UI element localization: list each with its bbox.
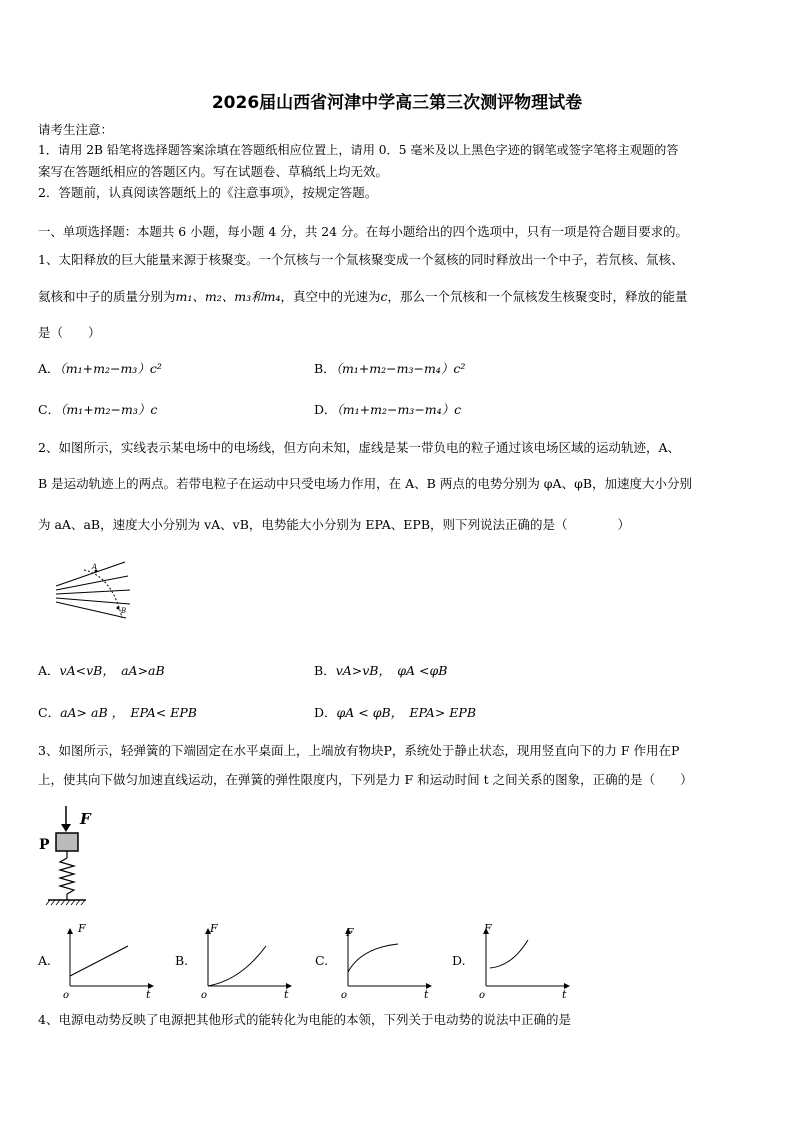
origin-label: o	[479, 990, 486, 1000]
q2-option-b[interactable]	[314, 661, 447, 679]
y-label: F	[78, 922, 86, 935]
field-line	[56, 602, 126, 618]
x-label: t	[284, 988, 289, 1000]
option-label: A．	[38, 361, 60, 376]
block-label: P	[39, 837, 50, 853]
point-b-label: B	[121, 607, 127, 615]
field-line	[56, 590, 130, 594]
q1-light-speed: c	[380, 289, 388, 304]
q1-line-1: 1、太阳释放的巨大能量来源于核聚变。一个氘核与一个氚核聚变成一个氦核的同时释放出一个中子，若氘核、氚核、	[38, 252, 684, 267]
option-label: A．	[38, 663, 60, 678]
q2-line-2: B 是运动轨迹上的两点。若带电粒子在运动中只受电场力作用，在 A、B 两点的电势分别为 φA、φB，加速度大小分别	[38, 476, 693, 491]
y-label: F	[210, 922, 218, 935]
notice-header: 请考生注意：	[38, 122, 114, 137]
trajectory-path	[84, 570, 122, 618]
option-text: aA> aB ， EPA< EPB	[60, 705, 197, 720]
q4-line-1: 4、电源电动势反映了电源把其他形式的能转化为电能的本领，下列关于电动势的说法中正确的是	[38, 1012, 571, 1027]
option-text: （m₁+m₂−m₃）c	[60, 402, 158, 417]
block-p	[56, 833, 78, 851]
y-label: F	[346, 926, 354, 939]
notice-item-1-line-1: 1．请用 2B 铅笔将选择题答案涂填在答题纸相应位置上，请用 0．5 毫米及以上黑色字迹的钢笔或签字笔将主观题的答	[38, 143, 679, 157]
q3-line-1: 3、如图所示，轻弹簧的下端固定在水平桌面上，上端放有物块P，系统处于静止状态，现用竖直向下的力 F 作用在P	[38, 743, 680, 758]
q3-graph-a[interactable]	[58, 920, 158, 1000]
force-label: F	[80, 810, 91, 828]
q1-text: ，那么一个氘核和一个氚核发生核聚变时，释放的能量	[387, 289, 688, 304]
spring-block-figure	[36, 804, 106, 910]
q1-option-a[interactable]	[38, 359, 162, 377]
notice-item-2: 2．答题前，认真阅读答题纸上的《注意事项》，按规定答题。	[38, 185, 378, 200]
option-label: C．	[38, 402, 61, 417]
option-label: D．	[314, 402, 337, 417]
q3-graph-b[interactable]	[196, 920, 296, 1000]
q3-line-2: 上，使其向下做匀加速直线运动，在弹簧的弹性限度内，下列是力 F 和运动时间 t 之间关系的图象，正确的是（ ）	[38, 772, 693, 787]
q1-mass-symbols: m₁、m₂、m₃和m₄	[175, 289, 281, 304]
y-arrow-icon	[67, 928, 73, 934]
y-label: F	[484, 922, 492, 935]
q1-text: ，真空中的光速为	[280, 289, 381, 304]
q2-line-3: 为 aA、aB，速度大小分别为 vA、vB，电势能大小分别为 EPA、EPB，则下列说法正确的是（ ）	[38, 517, 631, 532]
q3-option-a-label[interactable]: A.	[38, 953, 52, 968]
option-text: vA>vB， φA <φB	[335, 663, 448, 678]
q2-option-c[interactable]	[38, 703, 197, 721]
origin-label: o	[341, 990, 348, 1000]
x-label: t	[424, 988, 429, 1000]
q1-option-d[interactable]	[314, 400, 461, 418]
option-text: （m₁+m₂−m₃）c²	[59, 361, 162, 376]
q2-option-a[interactable]	[38, 661, 165, 679]
x-label: t	[146, 988, 151, 1000]
option-text: vA<vB， aA>aB	[59, 663, 165, 678]
point-a-label: A	[92, 563, 98, 571]
option-label: B．	[314, 361, 336, 376]
q1-option-c[interactable]	[38, 400, 157, 418]
q3-option-c-label[interactable]: C.	[315, 953, 329, 968]
field-line	[56, 562, 125, 586]
q2-option-d[interactable]	[314, 703, 476, 721]
q1-option-b[interactable]	[314, 359, 465, 377]
option-text: φA < φB， EPA> EPB	[336, 705, 477, 720]
q1-text: 氦核和中子的质量分别为	[38, 289, 176, 304]
notice-item-1-line-2: 案写在答题纸相应的答题区内。写在试题卷、草稿纸上均无效。	[38, 164, 389, 179]
arrow-head-icon	[61, 824, 71, 832]
graph-curve	[490, 940, 528, 968]
option-label: D．	[314, 705, 337, 720]
q1-line-3: 是（ ）	[38, 325, 101, 340]
q2-line-1: 2、如图所示，实线表示某电场中的电场线，但方向未知，虚线是某一带负电的粒子通过该电场区域的运动轨迹，A、	[38, 440, 680, 455]
option-label: C．	[38, 705, 61, 720]
electric-field-figure	[50, 556, 140, 626]
origin-label: o	[63, 990, 70, 1000]
option-text: （m₁+m₂−m₃−m₄）c	[336, 402, 462, 417]
q3-graph-d[interactable]	[474, 920, 574, 1000]
graph-curve	[70, 946, 128, 976]
origin-label: o	[201, 990, 208, 1000]
option-label: B．	[314, 663, 336, 678]
q3-graph-c[interactable]	[336, 920, 436, 1000]
option-text: （m₁+m₂−m₃−m₄）c²	[335, 361, 466, 376]
q1-line-2	[38, 287, 688, 305]
field-line	[56, 576, 128, 590]
q3-option-d-label[interactable]: D.	[452, 953, 466, 968]
section-heading: 一、单项选择题：本题共 6 小题，每小题 4 分，共 24 分。在每小题给出的四个选项中，只有一项是符合题目要求的。	[38, 224, 688, 239]
q3-option-b-label[interactable]: B.	[175, 953, 189, 968]
point-b	[117, 607, 120, 610]
spring	[60, 858, 74, 894]
graph-curve	[208, 946, 266, 986]
page-title: 2026届山西省河津中学高三第三次测评物理试卷	[211, 93, 583, 113]
x-label: t	[562, 988, 567, 1000]
graph-curve	[348, 944, 398, 972]
field-line	[56, 598, 130, 604]
